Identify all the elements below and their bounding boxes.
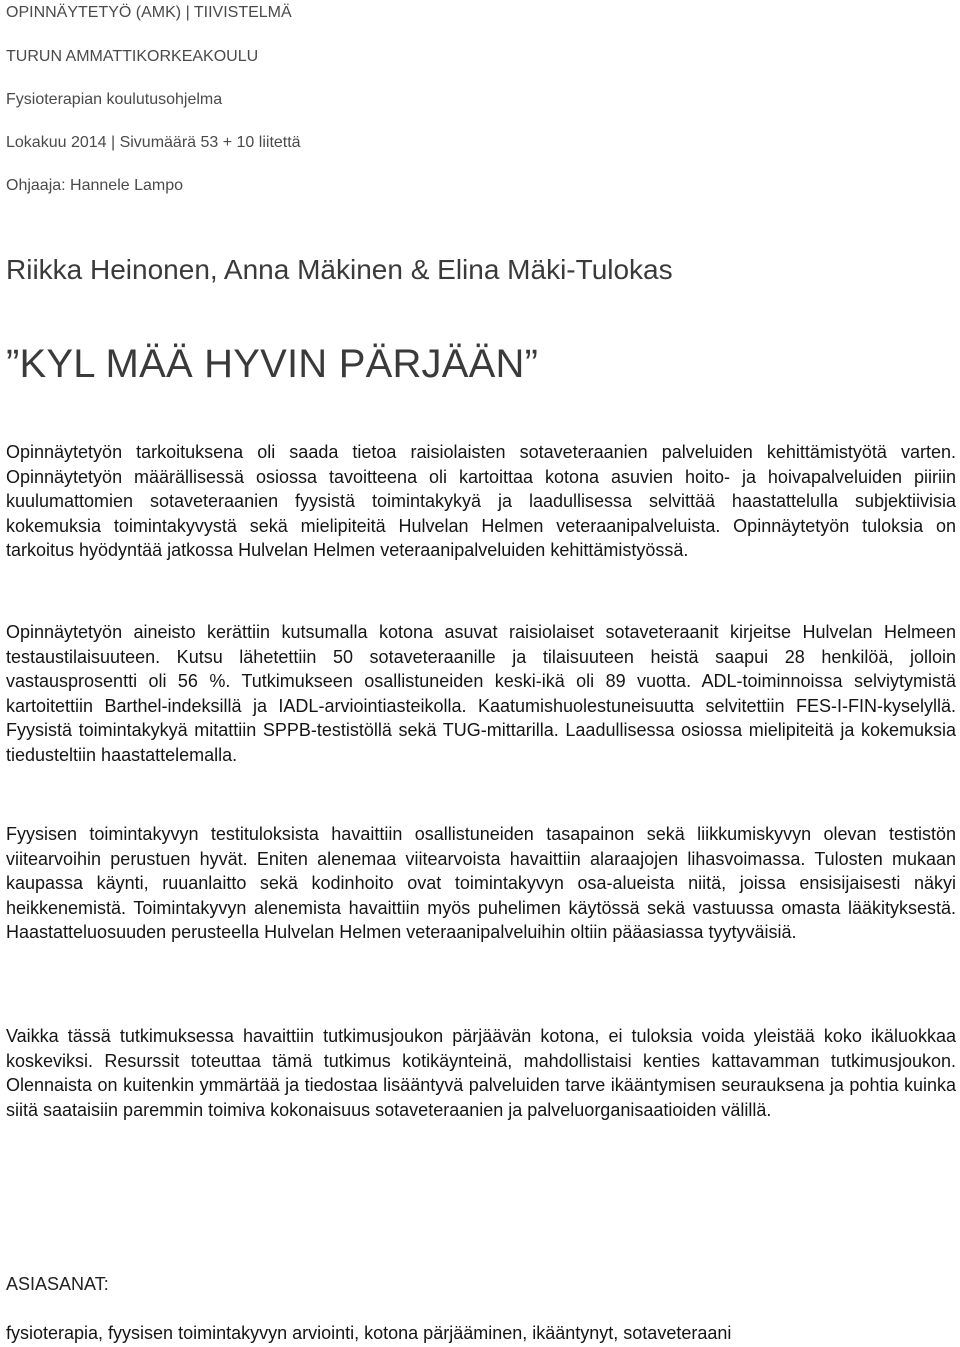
abstract-paragraph-1: Opinnäytetyön tarkoituksena oli saada tietoa raisiolaisten sotaveteraanien palveluiden kehittämistyötä varten. Opinnäytetyön määrällisessä osiossa tavoitteena oli kartoittaa kotona asuvien hoito- ja hoivapalveluiden piiriin kuulumattomien sotaveteraanien fyysistä toimintakykyä ja laadullisessa selvittää haastattelulla subjektiivisia kokemuksia toimintakyvystä sekä mielipiteitä Hulvelan Helmen veteraanipalveluista. Opinnäytetyön tuloksia on tarkoitus hyödyntää jatkossa Hulvelan Helmen veteraanipalveluiden kehittämistyössä. [6,442,956,561]
institution-name: TURUN AMMATTIKORKEAKOULU [6,48,259,65]
keywords-heading: ASIASANAT: [6,1274,109,1294]
author-names: Riikka Heinonen, Anna Mäkinen & Elina Mäki-Tulokas [6,254,673,285]
document-type: OPINNÄYTETYÖ (AMK) | TIIVISTELMÄ [6,4,292,21]
abstract-paragraph-4: Vaikka tässä tutkimuksessa havaittiin tutkimusjoukon pärjäävän kotona, ei tuloksia voida yleistää koko ikäluokkaa koskeviksi. Resurssit toteuttaa tämä tutkimus kotikäynteinä, mahdollistaisi kenties kattavamman tutkimusjoukon. Olennaista on kuitenkin ymmärtää ja tiedostaa lisääntyvä palveluiden tarve ikääntymisen seurauksena ja pohtia kuinka siitä saataisiin paremmin toimiva kokonaisuus sotaveteraanien ja palveluorganisaatioiden välillä. [6,1026,956,1120]
thesis-title: ”KYL MÄÄ HYVIN PÄRJÄÄN” [6,342,539,386]
abstract-paragraph-3: Fyysisen toimintakyvyn testituloksista havaittiin osallistuneiden tasapainon sekä liikkumiskyvyn olevan testistön viitearvoihin perustuen hyvät. Eniten alenemaa viitearvoista havaittiin alaraajojen lihasvoimassa. Tulosten mukaan kaupassa käynti, ruuanlaitto sekä kodinhoito ovat toimintakyvyn osa-alueista niitä, joissa ensisijaisesti näkyi heikkenemistä. Toimintakyvyn alenemista havaittiin myös puhelimen käytössä sekä vastuussa omasta lääkityksestä. Haastatteluosuuden perusteella Hulvelan Helmen veteraanipalveluihin oltiin pääasiassa tyytyväisiä. [6,824,956,943]
keywords-list: fysioterapia, fyysisen toimintakyvyn arviointi, kotona pärjääminen, ikääntynyt, sotaveteraani [6,1323,732,1343]
degree-programme: Fysioterapian koulutusohjelma [6,91,223,108]
abstract-paragraph-2: Opinnäytetyön aineisto kerättiin kutsumalla kotona asuvat raisiolaiset sotaveteraanit kirjeitse Hulvelan Helmeen testaustilaisuuteen. Kutsu lähetettiin 50 sotaveteraanille ja tilaisuuteen heistä saapui 28 henkilöä, jolloin vastausprosentti oli 56 %. Tutkimukseen osallistuneiden keski-ikä oli 89 vuotta. ADL-toiminnoissa selviytymistä kartoitettiin Barthel-indeksillä ja IADL-arviointiasteikolla. Kaatumishuolestuneisuutta selvitettiin FES-I-FIN-kyselyllä. Fyysistä toimintakykyä mitattiin SPPB-testistöllä sekä TUG-mittarilla. Laadullisessa osiossa mielipiteitä ja kokemuksia tiedusteltiin haastattelemalla. [6,622,956,765]
supervisor: Ohjaaja: Hannele Lampo [6,177,184,194]
date-and-page-count: Lokakuu 2014 | Sivumäärä 53 + 10 liitettä [6,134,301,151]
